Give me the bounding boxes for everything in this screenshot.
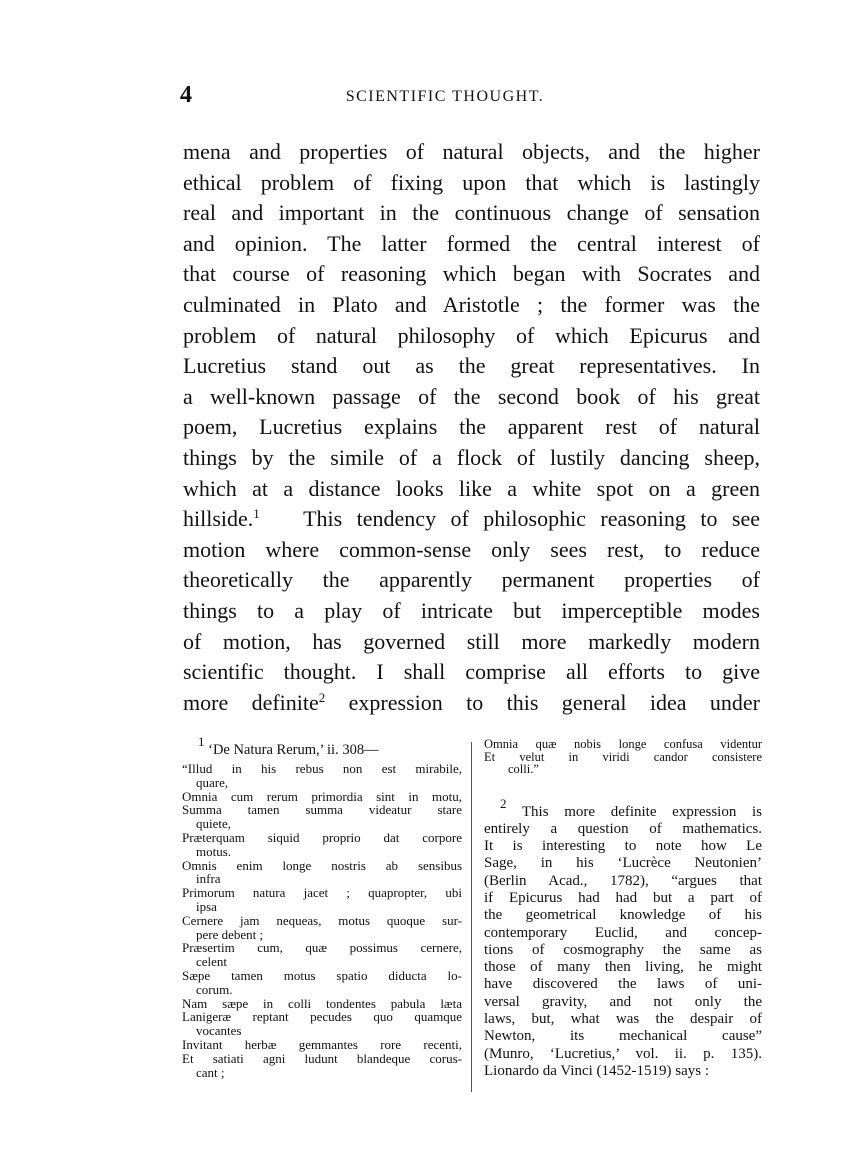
footnote-1-heading-text: ‘De Natura Rerum,’ ii. 308—: [208, 742, 379, 758]
footnote-2-line: the geometrical knowledge of his: [484, 907, 762, 924]
footnote-1-line: cant ;: [196, 1064, 225, 1080]
body-segment: more definite: [183, 689, 319, 715]
body-segment: expression to this general idea under: [348, 689, 760, 715]
footnote-1-heading: [182, 734, 462, 762]
footnote-1-line: quiete,: [196, 816, 232, 832]
footnote-ref-1: 1: [253, 506, 260, 522]
body-line: and opinion. The latter formed the central interest of: [183, 230, 760, 256]
body-line: culminated in Plato and Aristotle ; the former was the: [183, 291, 760, 317]
footnote-2-line: Sage, in his ‘Lucrèce Neutonien’: [484, 855, 762, 872]
footnote-1-line: infra: [196, 871, 221, 887]
body-segment: This tendency of philosophic reasoning to see: [303, 506, 760, 532]
footnote-1-line: Nam sæpe in colli tondentes pabula læta: [182, 995, 462, 1011]
footnote-marker-1: 1: [198, 734, 205, 749]
footnote-1: [182, 734, 462, 1080]
footnote-1-line: ipsa: [196, 898, 217, 914]
body-line: Lucretius stand out as the great representatives. In: [183, 353, 760, 379]
footnote-2-line: It is interesting to note how Le: [484, 838, 762, 855]
footnote-1-line: Omnis enim longe nostris ab sensibus: [182, 857, 462, 873]
footnote-2-line: tions of cosmography the same as: [484, 941, 762, 958]
body-line-with-footnote-ref: [183, 504, 760, 535]
footnote-1-line: “Illud in his rebus non est mirabile,: [182, 761, 462, 776]
body-line: things to a play of intricate but imperceptible modes: [183, 597, 760, 623]
body-line: scientific thought. I shall comprise all efforts to give: [183, 659, 760, 685]
body-line: things by the simile of a flock of lustily dancing sheep,: [183, 444, 760, 470]
footnote-1-line: Summa tamen summa videatur stare: [182, 802, 462, 818]
body-segment: hillside.: [183, 506, 254, 532]
footnote-1-line: Præsertim cum, quæ possimus cernere,: [182, 940, 462, 956]
body-line: motion where common-sense only sees rest, to reduce: [183, 536, 760, 562]
footnote-1-line: pere debent ;: [196, 926, 264, 942]
footnotes: [182, 734, 762, 1098]
main-text: [183, 137, 760, 718]
body-line: a well-known passage of the second book of his great: [183, 383, 760, 409]
footnote-2-line-text: This more definite expression is: [521, 803, 762, 820]
footnote-2-line: if Epicurus had had but a part of: [484, 889, 762, 906]
footnote-2-first-line: [484, 795, 762, 821]
footnote-2-line: Newton, its mechanical cause”: [484, 1028, 762, 1045]
footnote-2-line: Lionardo da Vinci (1452-1519) says :: [484, 1062, 710, 1079]
footnote-1-line: motus.: [196, 843, 232, 859]
footnote-2-line: (Berlin Acad., 1782), “argues that: [484, 872, 762, 889]
body-line: theoretically the apparently permanent properties of: [183, 567, 760, 593]
footnote-1-line: celent: [196, 954, 228, 970]
body-line: real and important in the continuous change of sensation: [183, 200, 760, 226]
footnote-2-line: those of many then living, he might: [484, 959, 762, 976]
body-line: of motion, has governed still more markedly modern: [183, 628, 760, 654]
body-line: mena and properties of natural objects, and the higher: [183, 139, 760, 164]
footnote-2-line: (Munro, ‘Lucretius,’ vol. ii. p. 135).: [484, 1045, 762, 1062]
body-line-with-footnote-ref: [183, 688, 760, 719]
body-line: poem, Lucretius explains the apparent rest of natural: [183, 414, 760, 440]
column-divider: [471, 742, 472, 1092]
footnote-1-continuation-line: Omnia quæ nobis longe confusa videntur: [484, 737, 762, 751]
footnote-2-line: have discovered the laws of uni-: [484, 976, 762, 993]
footnote-1-continuation-line: Et velut in viridi candor consistere: [484, 749, 762, 764]
footnote-1-line: Invitant herbæ gemmantes rore recenti,: [182, 1036, 462, 1052]
footnote-1-line: quare,: [196, 774, 229, 790]
footnote-2-line: laws, but, what was the despair of: [484, 1011, 762, 1028]
footnote-1-line: Sæpe tamen motus spatio diducta lo-: [182, 967, 462, 983]
running-head: SCIENTIFIC THOUGHT.: [345, 88, 545, 105]
footnote-2-line: versal gravity, and not only the: [484, 993, 762, 1010]
footnote-marker-2: 2: [500, 795, 507, 811]
footnote-1-line: Omnia cum rerum primordia sint in motu,: [182, 788, 462, 804]
footnote-1-line: Præterquam siquid proprio dat corpore: [182, 829, 462, 845]
footnote-1-line: vocantes: [196, 1023, 242, 1039]
footnote-1-line: Primorum natura jacet ; quapropter, ubi: [182, 885, 462, 901]
body-line: ethical problem of fixing upon that which is lastingly: [183, 169, 760, 195]
footnote-1-line: corum.: [196, 981, 233, 997]
footnote-column-right: [484, 738, 762, 1080]
page-number: 4: [180, 82, 192, 108]
footnote-1-line: Lanigeræ reptant pecudes quo quamque: [182, 1009, 462, 1025]
footnote-1-line: Cernere jam nequeas, motus quoque sur-: [182, 912, 462, 928]
footnote-ref-2: 2: [318, 689, 326, 705]
footnote-1-line: Et satiati agni ludunt blandeque corus-: [182, 1050, 462, 1066]
body-line: problem of natural philosophy of which Epicurus and: [183, 322, 760, 348]
body-line: that course of reasoning which began with Socrates and: [183, 261, 760, 287]
footnote-2-line: contemporary Euclid, and concep-: [484, 924, 762, 941]
footnote-1-continuation-line: colli.”: [508, 762, 539, 776]
footnote-2-line: entirely a question of mathematics.: [484, 820, 762, 837]
body-line: which at a distance looks like a white spot on a green: [183, 475, 760, 501]
